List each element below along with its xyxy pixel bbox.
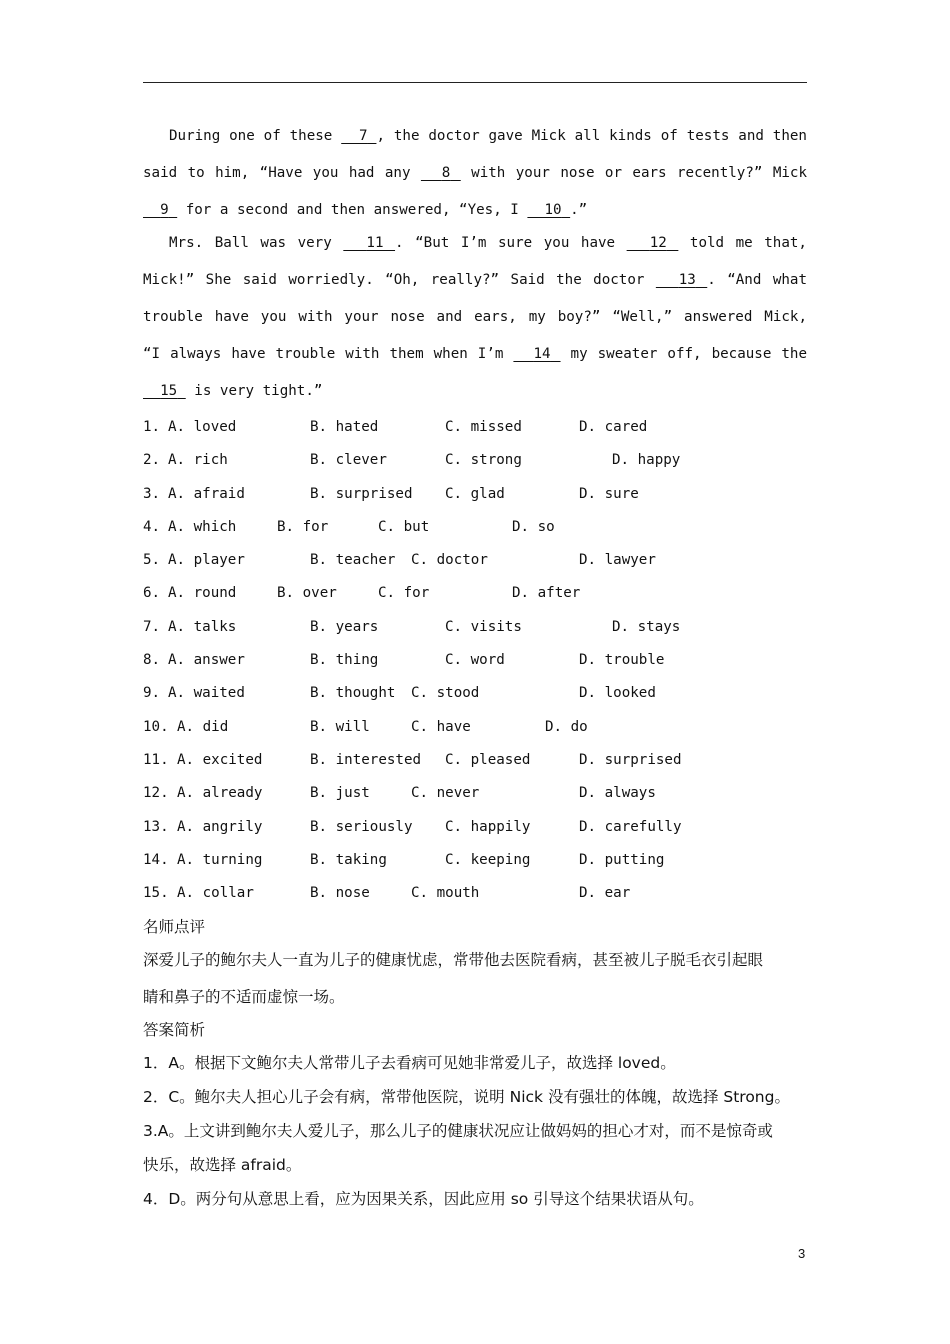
question-number: 1. [143,419,161,435]
option-a: A. excited [177,751,263,768]
blank-8 [421,165,461,181]
question-number: 5. [143,552,161,569]
question-number: 6. [143,585,161,602]
option-row-6 [143,577,807,610]
passage-line [143,373,807,410]
option-d: D. after [512,585,581,602]
option-row-12 [143,777,807,810]
option-d: D. ear [579,885,631,902]
passage-text: . “And what [707,272,807,288]
option-d: D. sure [579,485,639,502]
option-c: C. for [378,585,430,602]
passage-text: During one of these [169,128,342,144]
analysis-item: 快乐，故选择 afraid。 [143,1156,302,1174]
option-b: B. clever [310,452,387,469]
page-number: 3 [798,1246,806,1261]
passage [143,118,807,410]
passage-text: Mrs. Ball was very [169,235,344,251]
option-a: A. waited [168,685,245,702]
option-c: C. happily [445,818,531,835]
analysis-item: 1．A。根据下文鲍尔夫人常带儿子去看病可见她非常爱儿子，故选择 loved。 [143,1054,676,1072]
passage-text: .” [570,202,588,218]
option-row-2 [143,444,807,477]
option-a: A. round [168,585,237,602]
question-number: 8. [143,652,161,669]
option-b: B. hated [310,419,379,435]
passage-text: . “But I’m sure you have [395,235,627,251]
blank-number: 12 [649,235,667,251]
option-a: A. collar [177,885,254,902]
passage-line [143,192,807,229]
passage-text: said to him, “Have you had any [143,165,421,181]
blank-15 [143,383,186,399]
analysis-body [143,1046,807,1216]
blank-11 [343,235,395,251]
blank-number: 15 [160,383,178,399]
blank-number: 8 [441,165,451,181]
option-d: D. carefully [579,818,682,835]
option-row-11 [143,744,807,777]
option-c: C. missed [445,419,522,435]
option-a: A. player [168,552,245,569]
option-d: D. stays [612,618,681,635]
option-row-10 [143,711,807,744]
passage-text: for a second and then answered, “Yes, I [177,202,528,218]
option-row-4 [143,511,807,544]
option-row-7 [143,611,807,644]
question-number: 9. [143,685,161,702]
analysis-item: 3.A。上文讲到鲍尔夫人爱儿子，那么儿子的健康状况应让做妈妈的担心才对，而不是惊奇或 [143,1122,773,1140]
option-d: D. happy [612,452,681,469]
review-body [143,942,807,1016]
passage-text: is very tight.” [185,383,323,399]
option-d: D. surprised [579,751,682,768]
passage-line [143,225,807,262]
option-d: D. trouble [579,652,665,669]
analysis-heading [143,1016,807,1044]
passage-text: “I always have trouble with them when I’m [143,346,514,362]
review-heading [143,913,807,941]
blank-number: 7 [359,128,368,144]
option-c: C. doctor [411,552,488,569]
passage-text: told me that, [678,235,807,251]
question-number: 12. [143,785,169,802]
header-rule [143,82,807,83]
passage-line [143,118,807,155]
option-row-1 [143,411,807,444]
blank-10 [527,202,570,218]
passage-text: Mick!” She said worriedly. “Oh, really?” Said the doctor [143,272,656,288]
passage-line: trouble have you with your nose and ears, my boy?” “Well,” answered Mick, [143,309,807,325]
option-a: A. turning [177,851,263,868]
option-b: B. thing [310,652,379,669]
analysis-item: 2．C。鲍尔夫人担心儿子会有病，常带他医院，说明 Nick 没有强壮的体魄，故选择 Strong。 [143,1088,790,1106]
option-d: D. do [545,718,588,735]
blank-12 [627,235,679,251]
question-number: 7. [143,618,161,635]
option-c: C. strong [445,452,522,469]
question-number: 14. [143,851,169,868]
option-a: A. angrily [177,818,263,835]
passage-text: , the doctor gave Mick all kinds of tests and then [376,128,807,144]
blank-7 [341,128,376,144]
blank-number: 9 [160,202,169,218]
option-c: C. never [411,785,480,802]
option-b: B. teacher [310,552,396,569]
option-row-15 [143,877,807,910]
option-b: B. interested [310,751,422,768]
option-b: B. will [310,718,370,735]
passage-line [143,262,807,299]
option-b: B. nose [310,885,370,902]
option-c: C. pleased [445,751,531,768]
question-number: 13. [143,818,169,835]
option-a: A. already [177,785,263,802]
option-row-8 [143,644,807,677]
blank-number: 14 [533,346,551,362]
passage-text: my sweater off, because the [560,346,808,362]
option-b: B. taking [310,851,387,868]
question-number: 3. [143,485,161,502]
option-a: A. talks [168,618,237,635]
option-a: A. answer [168,652,245,669]
option-d: D. looked [579,685,656,702]
blank-number: 11 [366,235,384,251]
option-b: B. over [277,585,337,602]
option-c: C. mouth [411,885,480,902]
option-row-9 [143,677,807,710]
options-list [143,411,807,910]
option-row-3 [143,478,807,511]
blank-14 [513,346,560,362]
option-a: A. which [168,518,237,535]
blank-9 [143,202,177,218]
option-c: C. glad [445,485,505,502]
review-text: 深爱儿子的鲍尔夫人一直为儿子的健康忧虑，常带他去医院看病，甚至被儿子脱毛衣引起眼 [143,951,764,969]
option-a: A. rich [168,452,228,469]
option-b: B. just [310,785,370,802]
option-a: A. afraid [168,485,245,502]
option-c: C. but [378,518,430,535]
option-c: C. have [411,718,471,735]
analysis-item: 4．D。两分句从意思上看，应为因果关系，因此应用 so 引导这个结果状语从句。 [143,1190,704,1208]
passage-text: with your nose or ears recently?” Mick [460,165,807,181]
option-d: D. lawyer [579,552,656,569]
option-a: A. did [177,718,229,735]
option-d: D. putting [579,851,665,868]
review-title: 名师点评 [143,918,206,936]
option-c: C. keeping [445,851,531,868]
option-d: D. so [512,518,555,535]
option-b: B. years [310,618,379,635]
option-c: C. word [445,652,505,669]
question-number: 4. [143,518,161,535]
passage-line [143,155,807,192]
analysis-title: 答案简析 [143,1021,206,1039]
blank-13 [656,272,707,288]
passage-line [143,336,807,373]
question-number: 2. [143,452,161,469]
question-number: 10. [143,718,169,735]
option-b: B. thought [310,685,396,702]
blank-number: 13 [678,272,696,288]
option-c: C. visits [445,618,522,635]
blank-number: 10 [544,202,562,218]
option-b: B. seriously [310,818,413,835]
option-row-5 [143,544,807,577]
option-b: B. for [277,518,329,535]
option-d: D. always [579,785,656,802]
question-number: 15. [143,885,169,902]
question-number: 11. [143,751,169,768]
review-text: 睛和鼻子的不适而虚惊一场。 [143,988,345,1006]
option-d: D. cared [579,419,648,435]
option-row-14 [143,844,807,877]
option-c: C. stood [411,685,480,702]
option-b: B. surprised [310,485,413,502]
option-row-13 [143,811,807,844]
option-a: A. loved [168,419,237,435]
